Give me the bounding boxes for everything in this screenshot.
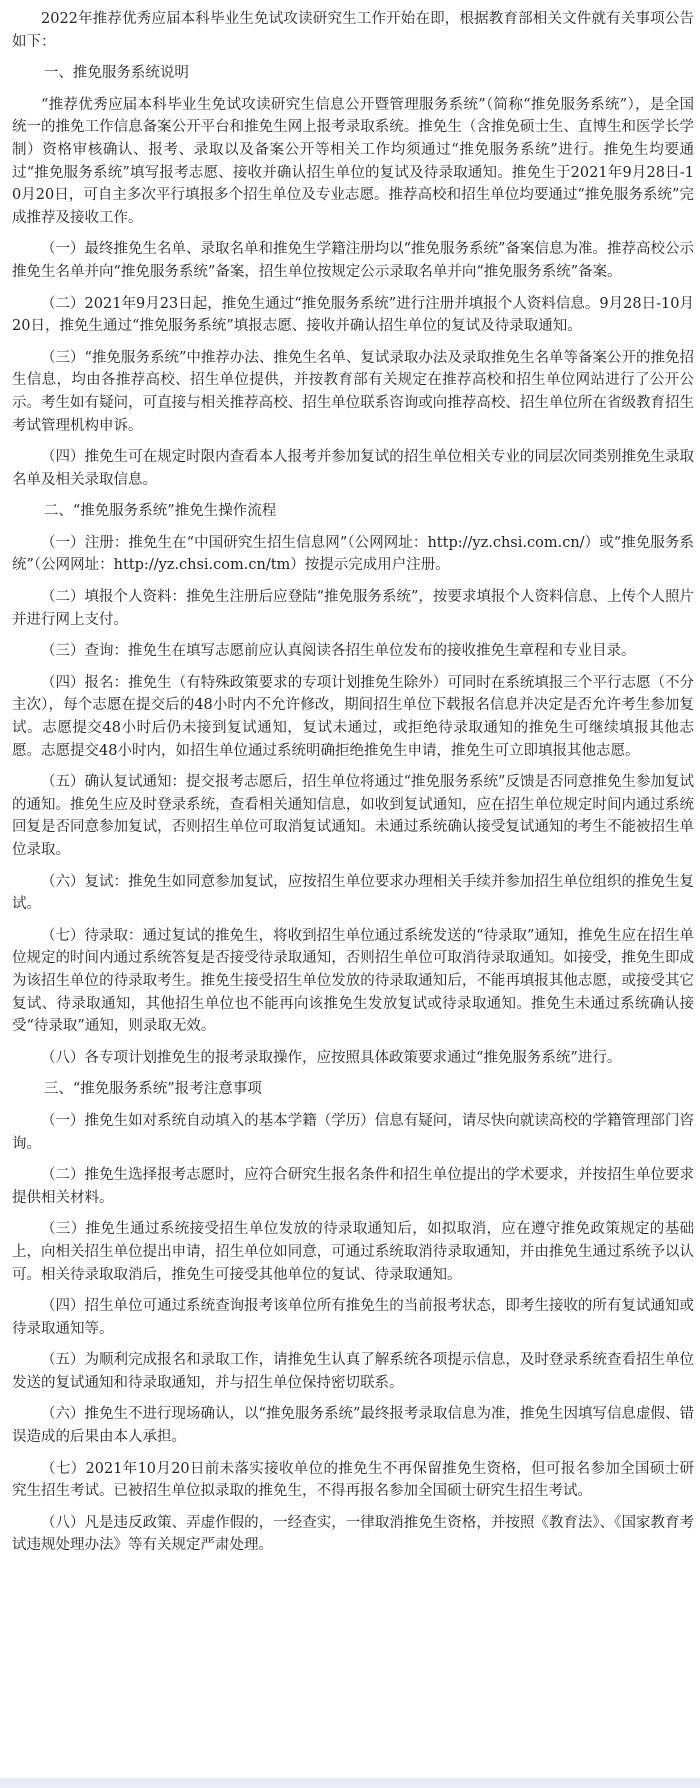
paragraph: （七）待录取：通过复试的推免生，将收到招生单位通过系统发送的“待录取”通知，推免生应在招生单位规定的时间内通过系统答复是否接受待录取通知，否则招生单位可取消待录取通知。如接受，推免生即成为该招生单位的待录取考生。推免生接受招生单位发放的待录取通知后，不能再填报其他志愿，或接受其它复试、待录取通知，其他招生单位也不能再向该推免生发放复试或待录取通知。推免生未通过系统确认接受“待录取”通知，则录取无效。 [12,927,694,1035]
paragraph: （八）凡是违反政策、弄虚作假的，一经查实，一律取消推免生资格，并按照《教育法》、《国家教育考试违规处理办法》等有关规定严肃处理。 [12,1514,694,1554]
paragraph: （四）招生单位可通过系统查询报考该单位所有推免生的当前报考状态，即考生接收的所有复试通知或待录取通知等。 [12,1298,694,1337]
section-heading-2: 二、“推免服务系统”推免生操作流程 [43,503,277,520]
paragraph: （七）2021年10月20日前未落实接收单位的推免生不再保留推免生资格，但可报名参加全国硕士研究生招生考试。已被招生单位拟录取的推免生，不得再报名参加全国硕士研究生招生考试。 [12,1460,694,1500]
paragraph: （二）推免生选择报考志愿时，应符合研究生报名条件和招生单位提出的学术要求，并按招生单位要求提供相关材料。 [12,1167,694,1206]
bottom-divider [0,1778,700,1788]
paragraph: “推荐优秀应届本科毕业生免试攻读研究生信息公开暨管理服务系统”（简称“推免服务系统”），是全国统一的推免工作信息备案公开平台和推免生网上报考录取系统。推免生（含推免硕士生、直博生和医学长学制）资格审核确认、报考、录取以及备案公开等相关工作均须通过“推免服务系统”进行。推免生均要通过“推免服务系统”填写报考志愿、接收并确认招生单位的复试及待录取通知。推免生于2021年9月28日-10月20日，可自主多次平行填报多个招生单位及专业志愿。推荐高校和招生单位均要通过“推免服务系统”完成推荐及接收工作。 [12,96,694,226]
paragraph: （五）为顺利完成报名和录取工作，请推免生认真了解系统各项提示信息，及时登录系统查看招生单位发送的复试通知和待录取通知，并与招生单位保持密切联系。 [12,1352,694,1391]
paragraph: （四）推免生可在规定时限内查看本人报考并参加复试的招生单位相关专业的同层次同类别推免生录取名单及相关录取信息。 [12,449,694,488]
paragraph: （一）推免生如对系统自动填入的基本学籍（学历）信息有疑问，请尽快向就读高校的学籍管理部门咨询。 [12,1112,694,1152]
paragraph: （二）填报个人资料：推免生注册后应登陆“推免服务系统”，按要求填报个人资料信息、上传个人照片并进行网上支付。 [12,589,694,628]
paragraph: （三）查询：推免生在填写志愿前应认真阅读各招生单位发布的接收推免生章程和专业目录。 [41,643,636,660]
paragraph: （六）推免生不进行现场确认，以“推免服务系统”最终报考录取信息为准，推免生因填写信息虚假、错误造成的后果由本人承担。 [12,1406,694,1446]
paragraph: （五）确认复试通知：提交报考志愿后，招生单位将通过“推免服务系统”反馈是否同意推免生参加复试的通知。推免生应及时登录系统，查看相关通知信息，如收到复试通知，应在招生单位规定时间内通过系统回复是否同意参加复试，否则招生单位可取消复试通知。未通过系统确认接受复试通知的考生不能被招生单位录取。 [12,774,694,858]
section-heading-3: 三、“推免服务系统”报考注意事项 [43,1081,262,1098]
intro-paragraph: 2022年推荐优秀应届本科毕业生免试攻读研究生工作开始在即，根据教育部相关文件就有关事项公告如下： [12,11,694,50]
paragraph: （八）各专项计划推免生的报考录取操作，应按照具体政策要求通过“推免服务系统”进行。 [41,1049,622,1066]
section-heading-1: 一、推免服务系统说明 [43,65,189,82]
paragraph: （四）报名：推免生（有特殊政策要求的专项计划推免生除外）可同时在系统填报三个平行志愿（不分主次），每个志愿在提交后的48小时内不允许修改，期间招生单位下载报名信息并决定是否允许考生参加复试。志愿提交48小时后仍未接到复试通知，复试未通过，或拒绝待录取通知的推免生可继续填报其他志愿。志愿提交48小时内，如招生单位通过系统明确拒绝推免生申请，推免生可立即填报其他志愿。 [12,674,694,759]
paragraph: （一）注册：推免生在“中国研究生招生信息网”（公网网址：http://yz.chsi.com.cn/）或“推免服务系统”（公网网址：http://yz.chsi.com.cn/tm）按提示完成用户注册。 [12,534,694,574]
paragraph: （二）2021年9月23日起，推免生通过“推免服务系统”进行注册并填报个人资料信息。9月28日-10月20日，推免生通过“推免服务系统”填报志愿、接收并确认招生单位的复试及待录取通知。 [12,295,694,335]
paragraph: （三）推免生通过系统接受招生单位发放的待录取通知后，如拟取消，应在遵守推免政策规定的基础上，向相关招生单位提出申请，招生单位如同意，可通过系统取消待录取通知，并由推免生通过系统予以认可。相关待录取取消后，推免生可接受其他单位的复试、待录取通知。 [12,1221,694,1283]
paragraph: （三）“推免服务系统”中推荐办法、推免生名单、复试录取办法及录取推免生名单等备案公开的推免招生信息，均由各推荐高校、招生单位提供，并按教育部有关规定在推荐高校和招生单位网站进行了公开公示。考生如有疑问，可直接与相关推荐高校、招生单位联系咨询或向推荐高校、招生单位所在省级教育招生考试管理机构申诉。 [12,349,694,434]
paragraph: （一）最终推免生名单、录取名单和推免生学籍注册均以“推免服务系统”备案信息为准。推荐高校公示推免生名单并向“推免服务系统”备案，招生单位按规定公示录取名单并向“推免服务系统”备案。 [12,241,694,280]
paragraph: （六）复试：推免生如同意参加复试，应按招生单位要求办理相关手续并参加招生单位组织的推免生复试。 [12,873,694,913]
